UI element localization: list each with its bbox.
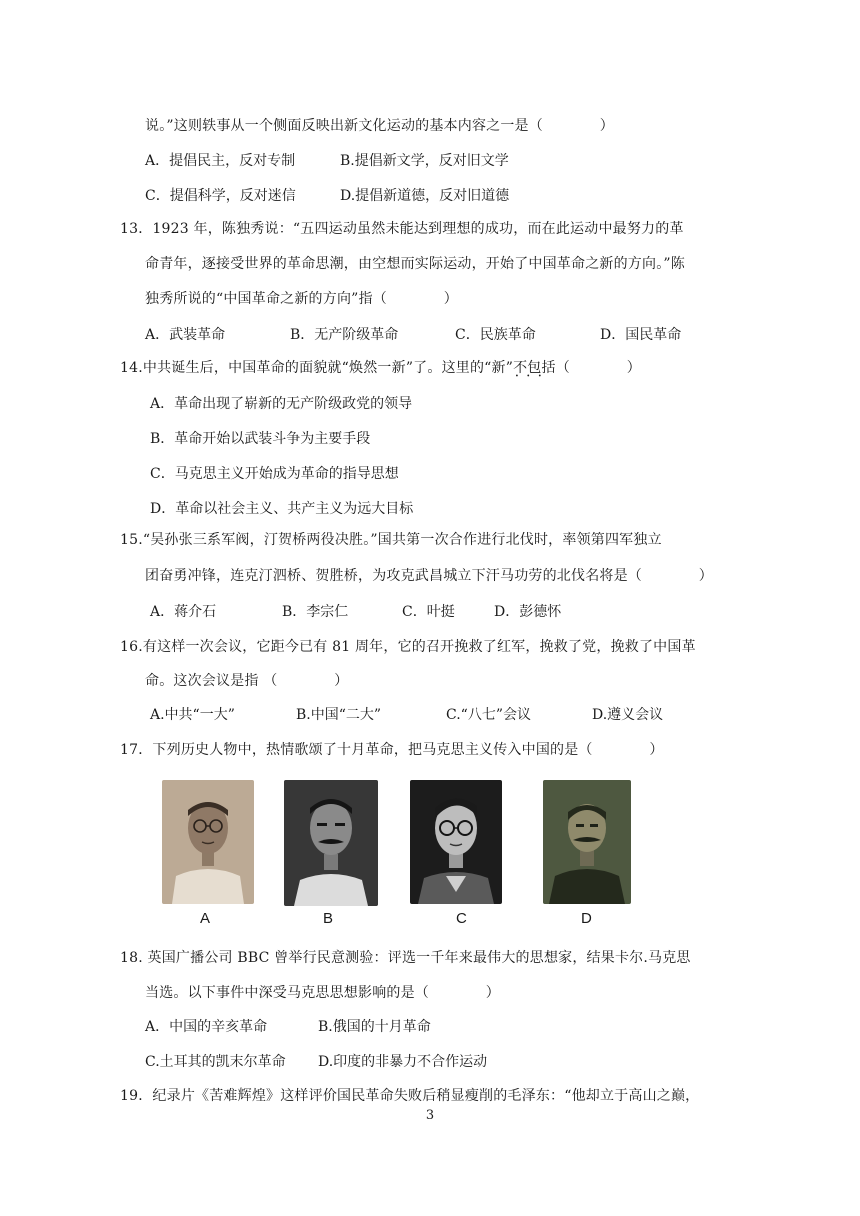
q18-stem-line-2: 当选。以下事件中深受马克思思想影响的是（ ） [145, 985, 500, 1001]
q13-option-b[interactable]: B．无产阶级革命 [290, 327, 399, 343]
q14-option-c[interactable]: C．马克思主义开始成为革命的指导思想 [150, 466, 399, 482]
q18-option-a[interactable]: A．中国的辛亥革命 [145, 1019, 268, 1035]
q16-option-d[interactable]: D.遵义会议 [592, 707, 664, 723]
q15-option-d[interactable]: D．彭德怀 [494, 604, 562, 620]
q18-option-b[interactable]: B.俄国的十月革命 [318, 1019, 431, 1035]
q14-option-d[interactable]: D．革命以社会主义、共产主义为远大目标 [150, 501, 414, 517]
q14-option-b[interactable]: B．革命开始以武装斗争为主要手段 [150, 431, 371, 447]
q14-stem-post: （ ） [555, 360, 641, 376]
q16-option-b[interactable]: B.中国“二大” [296, 707, 382, 723]
q16-option-a[interactable]: A.中共“一大” [150, 707, 235, 723]
q13-stem-line-3: 独秀所说的“中国革命之新的方向”指（ ） [145, 291, 458, 307]
q16-stem-line-2: 命。这次会议是指 （ ） [145, 673, 349, 689]
q18-option-d[interactable]: D.印度的非暴力不合作运动 [318, 1054, 488, 1070]
q12-option-d[interactable]: D.提倡新道德，反对旧道德 [340, 188, 510, 204]
q13-stem-line-2: 命青年，逐接受世界的革命思潮，由空想而实际运动，开始了中国革命之新的方向。”陈 [145, 256, 685, 272]
q16-option-c[interactable]: C.“八七”会议 [446, 707, 531, 723]
q13-option-d[interactable]: D．国民革命 [600, 327, 682, 343]
q12-stem-end: 说。”这则轶事从一个侧面反映出新文化运动的基本内容之一是（ ） [145, 118, 614, 134]
q18-option-c[interactable]: C.土耳其的凯末尔革命 [145, 1054, 286, 1070]
q12-option-a[interactable]: A．提倡民主，反对专制 [145, 153, 296, 169]
q15-stem-line-1: 15.“吴孙张三系军阀，汀贺桥两役决胜。”国共第一次合作进行北伐时，率领第四军独立 [120, 532, 662, 548]
page-number: 3 [425, 1108, 435, 1123]
q13-stem-line-1: 13．1923 年，陈独秀说：“五四运动虽然未能达到理想的成功，而在此运动中最努力的革 [120, 221, 684, 237]
q13-option-a[interactable]: A．武装革命 [145, 327, 226, 343]
q14-stem-pre: 14.中共诞生后，中国革命的面貌就“焕然一新”了。这里的“新” [120, 360, 514, 376]
q14-stem-emphasis: 不包括 • • • [513, 358, 556, 378]
q17-stem: 17．下列历史人物中，热情歌颂了十月革命，把马克思主义传入中国的是（ ） [120, 742, 664, 758]
q14-option-a[interactable]: A．革命出现了崭新的无产阶级政党的领导 [150, 396, 413, 412]
q12-option-b[interactable]: B.提倡新文学，反对旧文学 [340, 153, 509, 169]
q12-option-c[interactable]: C．提倡科学，反对迷信 [145, 188, 296, 204]
q14-stem [120, 358, 641, 378]
q15-option-a[interactable]: A．蒋介石 [150, 604, 217, 620]
q15-option-b[interactable]: B．李宗仁 [282, 604, 349, 620]
q18-stem-line-1: 18. 英国广播公司 BBC 曾举行民意测验：评选一千年来最伟大的思想家，结果卡尔.马克思 [120, 950, 691, 966]
photo-label-c: C [456, 910, 467, 927]
photo-label-d: D [581, 910, 592, 927]
photo-label-a: A [200, 910, 211, 927]
portrait-photo-d[interactable] [543, 780, 631, 904]
q15-stem-line-2: 团奋勇冲锋，连克汀泗桥、贺胜桥，为攻克武昌城立下汗马功劳的北伐名将是（ ） [145, 568, 713, 584]
portrait-photo-a[interactable] [162, 780, 254, 904]
portrait-photo-b[interactable] [284, 780, 378, 906]
q15-option-c[interactable]: C．叶挺 [402, 604, 455, 620]
photo-label-b: B [323, 910, 334, 927]
q19-stem: 19．纪录片《苦难辉煌》这样评价国民革命失败后稍显瘦削的毛泽东：“他却立于高山之巅， [120, 1088, 700, 1104]
portrait-photo-c[interactable] [410, 780, 502, 904]
q16-stem-line-1: 16.有这样一次会议，它距今已有 81 周年，它的召开挽救了红军，挽救了党，挽救了中国革 [120, 639, 696, 655]
q13-option-c[interactable]: C．民族革命 [455, 327, 536, 343]
